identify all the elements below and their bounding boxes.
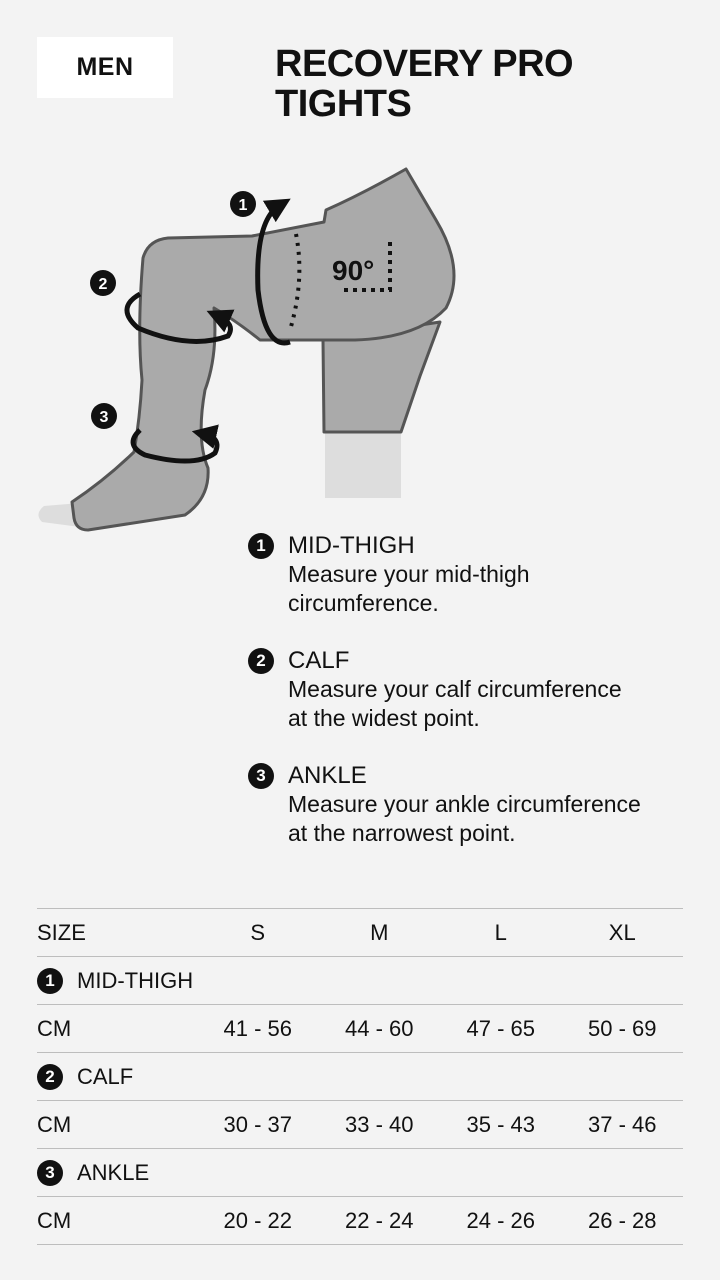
number-badge-2: 2 — [37, 1064, 63, 1090]
size-column-s: S — [197, 909, 319, 957]
measure-description-line: at the narrowest point. — [288, 820, 516, 846]
section-row-mid-thigh — [37, 957, 683, 1005]
size-header-row — [37, 909, 683, 957]
product-title — [275, 44, 695, 124]
size-label: SIZE — [37, 909, 197, 957]
number-badge-1: 1 — [37, 968, 63, 994]
marker-3 — [91, 403, 117, 429]
table-row — [37, 1101, 683, 1149]
angle-label: 90° — [332, 255, 375, 286]
table-cell: 33 - 40 — [319, 1101, 441, 1149]
product-title-line-2: TIGHTS — [275, 83, 412, 125]
measure-calf — [248, 647, 698, 733]
unit-label: CM — [37, 1101, 197, 1149]
unit-label: CM — [37, 1005, 197, 1053]
svg-text:3: 3 — [99, 409, 109, 426]
table-cell: 20 - 22 — [197, 1197, 319, 1245]
product-title-line-1: RECOVERY PRO — [275, 43, 574, 85]
gender-badge: MEN — [37, 37, 173, 98]
measure-description-line: Measure your mid-thigh — [288, 561, 530, 587]
number-badge-2: 2 — [248, 648, 274, 674]
svg-text:2: 2 — [98, 276, 108, 293]
size-column-l: L — [440, 909, 562, 957]
number-badge-3: 3 — [37, 1160, 63, 1186]
size-column-xl: XL — [562, 909, 684, 957]
section-name: CALF — [77, 1063, 134, 1089]
measure-description-line: at the widest point. — [288, 705, 480, 731]
measure-title: CALF — [288, 647, 350, 674]
table-cell: 26 - 28 — [562, 1197, 684, 1245]
table-cell: 37 - 46 — [562, 1101, 684, 1149]
size-chart-table — [37, 908, 683, 1245]
measure-description-line: Measure your ankle circumference — [288, 791, 641, 817]
table-cell: 41 - 56 — [197, 1005, 319, 1053]
number-badge-3: 3 — [248, 763, 274, 789]
measure-title: ANKLE — [288, 762, 367, 789]
measure-ankle — [248, 762, 698, 848]
size-column-m: M — [319, 909, 441, 957]
measure-description-line: Measure your calf circumference — [288, 676, 622, 702]
table-cell: 22 - 24 — [319, 1197, 441, 1245]
table-cell: 30 - 37 — [197, 1101, 319, 1149]
table-cell: 44 - 60 — [319, 1005, 441, 1053]
table-cell: 24 - 26 — [440, 1197, 562, 1245]
unit-label: CM — [37, 1197, 197, 1245]
section-name: MID-THIGH — [77, 967, 194, 993]
table-cell: 47 - 65 — [440, 1005, 562, 1053]
section-name: ANKLE — [77, 1159, 150, 1185]
leg-measurement-illustration — [0, 150, 500, 540]
section-row-ankle — [37, 1149, 683, 1197]
table-row — [37, 1197, 683, 1245]
number-badge-1: 1 — [248, 533, 274, 559]
table-cell: 35 - 43 — [440, 1101, 562, 1149]
marker-1 — [230, 191, 256, 217]
measure-mid-thigh — [248, 532, 698, 618]
measure-description-line: circumference. — [288, 590, 439, 616]
svg-text:1: 1 — [238, 197, 248, 214]
measurement-instructions — [248, 532, 698, 877]
measure-title: MID-THIGH — [288, 532, 415, 559]
table-row — [37, 1005, 683, 1053]
marker-2 — [90, 270, 116, 296]
table-cell: 50 - 69 — [562, 1005, 684, 1053]
section-row-calf — [37, 1053, 683, 1101]
